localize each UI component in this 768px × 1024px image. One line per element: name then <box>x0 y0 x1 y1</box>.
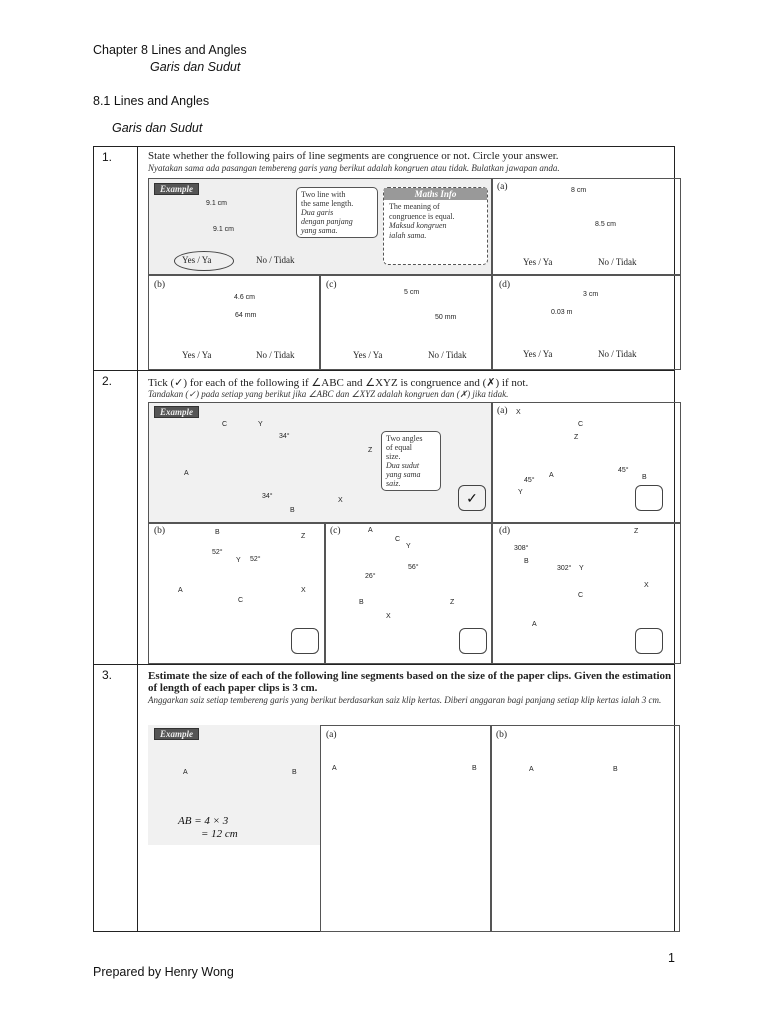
yes-option[interactable]: Yes / Ya <box>182 350 212 360</box>
note-line: Dua garis <box>301 208 334 217</box>
info-line: congruence is equal. <box>389 211 455 221</box>
maths-info-title: Maths Info <box>384 188 487 200</box>
question-row-1 <box>94 147 675 371</box>
no-option[interactable]: No / Tidak <box>428 350 467 360</box>
section-subtitle: Garis dan Sudut <box>112 121 203 135</box>
no-option[interactable]: No / Tidak <box>598 349 637 359</box>
point-label: Z <box>450 599 455 606</box>
question-cell-3 <box>138 665 675 932</box>
note-box <box>381 431 441 491</box>
point-label: A <box>184 470 189 477</box>
point-label: C <box>395 536 401 543</box>
example-answer: = 12 cm <box>201 828 238 840</box>
line-length-label: 8 cm <box>571 187 587 194</box>
angle-label: 45° <box>524 477 535 484</box>
point-label: B <box>215 529 220 536</box>
line-length-label: 8.5 cm <box>595 221 617 228</box>
chapter-title: Chapter 8 Lines and Angles <box>93 43 247 57</box>
point-label: Y <box>258 421 263 428</box>
angle-label: 56° <box>408 564 419 571</box>
info-line: The meaning of <box>389 202 440 211</box>
question-title-ms: Anggarkan saiz setiap tembereng garis yang berikut berdasarkan saiz klip kertas. Diberi anggaran bagi panjang setiap klip kertas ialah 3 cm. <box>148 695 662 705</box>
part-label: (b) <box>154 526 166 536</box>
section-title: 8.1 Lines and Angles <box>93 94 210 108</box>
question-title-ms: Tandakan (✓) pada setiap yang berikut jika ∠ABC dan ∠XYZ adalah kongruen dan (✗) jika tidak. <box>148 389 509 399</box>
example-badge: Example <box>154 728 199 740</box>
line-length-label: 5 cm <box>404 289 420 296</box>
angle-label: 34° <box>279 433 290 440</box>
yes-option[interactable]: Yes / Ya <box>182 255 212 265</box>
line-length-label: 3 cm <box>583 291 599 298</box>
question-number: 2. <box>94 371 138 665</box>
note-line: yang sama <box>386 470 421 479</box>
part-label: (a) <box>326 730 337 740</box>
point-label: C <box>238 597 244 604</box>
yes-option[interactable]: Yes / Ya <box>353 350 383 360</box>
info-line: Maksud kongruen <box>389 221 447 230</box>
point-label: B <box>290 507 295 514</box>
no-option[interactable]: No / Tidak <box>256 255 295 265</box>
part-d-panel <box>491 274 681 370</box>
point-label: B <box>524 558 529 565</box>
no-option[interactable]: No / Tidak <box>598 257 637 267</box>
line-length-label: 9.1 cm <box>213 226 235 233</box>
angle-label: 52° <box>250 556 261 563</box>
question-number: 3. <box>94 665 138 932</box>
point-label: B <box>613 766 618 773</box>
part-label: (c) <box>330 526 341 536</box>
question-number: 1. <box>94 147 138 371</box>
part-label: (c) <box>326 280 337 290</box>
point-label: A <box>332 765 337 772</box>
angle-label: 308° <box>514 545 529 552</box>
point-label: B <box>359 599 364 606</box>
point-label: Y <box>236 557 241 564</box>
maths-info-box <box>383 187 488 265</box>
point-label: Y <box>579 565 584 572</box>
point-label: X <box>644 582 649 589</box>
part-label: (a) <box>497 182 508 192</box>
note-line: Two angles <box>386 434 423 443</box>
line-length-label: 64 mm <box>235 312 257 319</box>
point-label: A <box>532 621 537 628</box>
question-title: State whether the following pairs of line segments are congruence or not. Circle your answer. <box>148 150 559 162</box>
part-label: (b) <box>154 280 166 290</box>
question-row-2 <box>94 371 675 665</box>
example-badge: Example <box>154 406 199 418</box>
example-panel <box>148 725 320 845</box>
part-b-panel <box>148 274 321 370</box>
answer-checkbox[interactable] <box>459 628 487 654</box>
angle-label: 34° <box>262 493 273 500</box>
part-label: (a) <box>497 406 508 416</box>
example-badge: Example <box>154 183 199 195</box>
question-cell-2 <box>138 371 675 665</box>
point-label: A <box>368 527 373 534</box>
exercise-table <box>93 146 675 932</box>
question-cell-1 <box>138 147 675 371</box>
point-label: Z <box>634 528 639 535</box>
point-label: Z <box>574 434 579 441</box>
line-length-label: 4.6 cm <box>234 294 256 301</box>
point-label: A <box>178 587 183 594</box>
answer-checkbox[interactable] <box>635 628 663 654</box>
point-label: X <box>516 409 521 416</box>
answer-checkbox[interactable]: ✓ <box>458 485 486 511</box>
part-b-panel <box>490 725 680 932</box>
part-label: (d) <box>499 526 511 536</box>
point-label: A <box>183 769 188 776</box>
example-panel <box>148 402 493 524</box>
point-label: B <box>472 765 477 772</box>
no-option[interactable]: No / Tidak <box>256 350 295 360</box>
point-label: A <box>529 766 534 773</box>
note-line: yang sama. <box>301 226 338 235</box>
note-line: Two line with <box>301 190 346 199</box>
point-label: C <box>578 421 584 428</box>
point-label: B <box>292 769 297 776</box>
answer-checkbox[interactable] <box>635 485 663 511</box>
answer-checkbox[interactable] <box>291 628 319 654</box>
angle-label: 26° <box>365 573 376 580</box>
point-label: Z <box>368 447 373 454</box>
page-number: 1 <box>668 951 675 965</box>
note-line: the same length. <box>301 199 354 208</box>
point-label: A <box>549 472 554 479</box>
point-label: Z <box>301 533 306 540</box>
angle-label: 45° <box>618 467 629 474</box>
note-line: dengan panjang <box>301 217 353 226</box>
yes-option[interactable]: Yes / Ya <box>523 257 553 267</box>
point-label: B <box>642 474 647 481</box>
question-title: Tick (✓) for each of the following if ∠ABC and ∠XYZ is congruence and (✗) if not. <box>148 377 529 389</box>
note-line: of equal <box>386 443 412 452</box>
point-label: C <box>578 592 584 599</box>
point-label: Y <box>518 489 523 496</box>
point-label: X <box>301 587 306 594</box>
chapter-subtitle: Garis dan Sudut <box>150 60 241 74</box>
yes-option[interactable]: Yes / Ya <box>523 349 553 359</box>
note-box <box>296 187 378 238</box>
info-line: ialah sama. <box>389 230 427 240</box>
footer-author: Prepared by Henry Wong <box>93 965 234 979</box>
part-label: (b) <box>496 730 508 740</box>
note-line: size. <box>386 452 401 461</box>
line-length-label: 0.03 m <box>551 309 573 316</box>
angle-label: 302° <box>557 565 572 572</box>
line-length-label: 9.1 cm <box>206 200 228 207</box>
example-answer: AB = 4 × 3 <box>178 815 229 827</box>
question-row-3 <box>94 665 675 932</box>
point-label: X <box>338 497 343 504</box>
angle-label: 52° <box>212 549 223 556</box>
question-title-ms: Nyatakan sama ada pasangan tembereng garis yang berikut adalah kongruen atau tidak. Bulatkan jawapan anda. <box>148 163 560 173</box>
question-title: Estimate the size of each of the following line segments based on the size of the paper clips. Given the estimation of length of each paper clips is 3 cm. <box>148 670 672 694</box>
point-label: C <box>222 421 228 428</box>
point-label: Y <box>406 543 411 550</box>
note-line: saiz. <box>386 479 401 488</box>
point-label: X <box>386 613 391 620</box>
note-line: Dua sudut <box>386 461 420 470</box>
line-length-label: 50 mm <box>435 314 457 321</box>
part-label: (d) <box>499 280 511 290</box>
